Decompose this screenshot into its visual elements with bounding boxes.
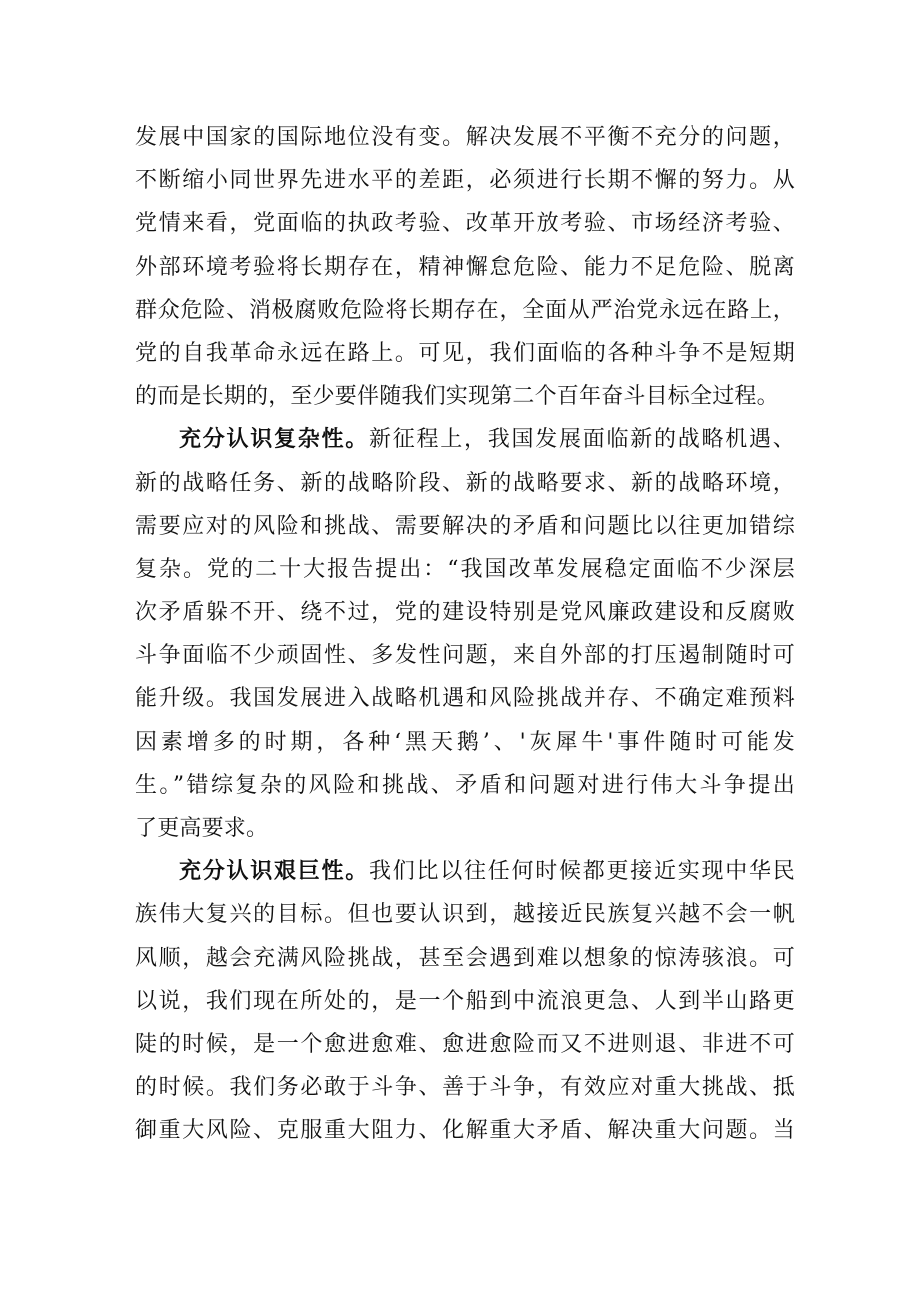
text-line: 了更高要求。 bbox=[135, 816, 269, 841]
text-line: 党情来看，党面临的执政考验、改革开放考验、市场经济考验、 bbox=[135, 211, 795, 237]
text-line: 发展中国家的国际地位没有变。解决发展不平衡不充分的问题， bbox=[135, 125, 795, 150]
paragraph-3 bbox=[135, 850, 795, 1152]
text-line: 的而是长期的，至少要伴随我们实现第二个百年奋斗目标全过程。 bbox=[135, 384, 779, 410]
text-line: 能升级。我国发展进入战略机遇和风险挑战并存、不确定难预料 bbox=[135, 686, 795, 712]
text-line: 族伟大复兴的目标。但也要认识到，越接近民族复兴越不会一帆 bbox=[135, 902, 795, 928]
paragraph-lead-heading: 充分认识复杂性。 bbox=[179, 427, 370, 453]
text-line-rest: 新征程上，我国发展面临新的战略机遇、 bbox=[369, 427, 795, 453]
text-line-first bbox=[135, 850, 795, 893]
text-line: 风顺，越会充满风险挑战，甚至会遇到难以想象的惊涛骇浪。可 bbox=[135, 945, 795, 971]
text-line: 生。”错综复杂的风险和挑战、矛盾和问题对进行伟大斗争提出 bbox=[135, 772, 795, 798]
text-line: 需要应对的风险和挑战、需要解决的矛盾和问题比以往更加错综 bbox=[135, 513, 795, 539]
text-line: 不断缩小同世界先进水平的差距，必须进行长期不懈的努力。从 bbox=[135, 168, 795, 194]
body-text bbox=[135, 116, 795, 1153]
text-line: 以说，我们现在所处的，是一个船到中流浪更急、人到半山路更 bbox=[135, 988, 795, 1014]
text-line: 次矛盾躲不开、绕不过，党的建设特别是党风廉政建设和反腐败 bbox=[135, 600, 795, 626]
text-line: 陡的时候，是一个愈进愈难、愈进愈险而又不进则退、非进不可 bbox=[135, 1031, 795, 1057]
text-line: 斗争面临不少顽固性、多发性问题，来自外部的打压遏制随时可 bbox=[135, 643, 795, 669]
text-line: 外部环境考验将长期存在，精神懈怠危险、能力不足危险、脱离 bbox=[135, 254, 795, 280]
text-line: 复杂。党的二十大报告提出：“我国改革发展稳定面临不少深层 bbox=[135, 556, 795, 582]
paragraph-1 bbox=[135, 116, 795, 418]
text-line: 御重大风险、克服重大阻力、化解重大矛盾、解决重大问题。当 bbox=[135, 1118, 795, 1144]
paragraph-lead-heading: 充分认识艰巨性。 bbox=[179, 859, 370, 885]
text-line: 群众危险、消极腐败危险将长期存在，全面从严治党永远在路上， bbox=[135, 297, 795, 323]
text-line: 新的战略任务、新的战略阶段、新的战略要求、新的战略环境， bbox=[135, 470, 795, 496]
text-line: 的时候。我们务必敢于斗争、善于斗争，有效应对重大挑战、抵 bbox=[135, 1075, 795, 1101]
paragraph-2 bbox=[135, 418, 795, 850]
text-line-first bbox=[135, 418, 795, 461]
text-line: 因素增多的时期，各种‘黑天鹅’、'灰犀牛'事件随时可能发 bbox=[135, 729, 795, 755]
text-line-rest: 我们比以往任何时候都更接近实现中华民 bbox=[369, 859, 795, 885]
text-line: 党的自我革命永远在路上。可见，我们面临的各种斗争不是短期 bbox=[135, 340, 795, 366]
